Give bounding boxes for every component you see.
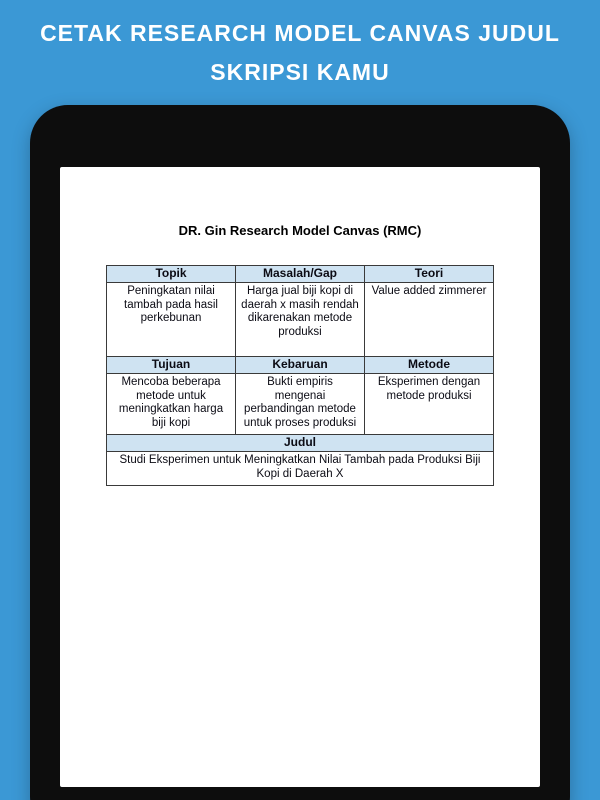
table-header-tujuan: Tujuan <box>107 357 236 374</box>
banner-title-line2: SKRIPSI KAMU <box>210 59 390 85</box>
table-header-row-judul <box>107 435 494 452</box>
table-header-masalah-gap: Masalah/Gap <box>236 266 365 283</box>
banner-title <box>0 0 600 92</box>
tablet-screen <box>60 167 540 787</box>
table-content-row-1 <box>107 283 494 357</box>
rmc-table <box>106 265 494 486</box>
cell-metode: Eksperimen dengan metode produksi <box>365 374 494 435</box>
cell-kebaruan: Bukti empiris mengenai perbandingan metode untuk proses produksi <box>236 374 365 435</box>
cell-teori: Value added zimmerer <box>365 283 494 357</box>
table-content-row-judul <box>107 452 494 486</box>
table-header-teori: Teori <box>365 266 494 283</box>
banner-title-line1: CETAK RESEARCH MODEL CANVAS JUDUL <box>40 20 560 46</box>
table-header-metode: Metode <box>365 357 494 374</box>
table-header-row-2 <box>107 357 494 374</box>
document-page <box>60 223 540 486</box>
cell-judul: Studi Eksperimen untuk Meningkatkan Nilai Tambah pada Produksi Biji Kopi di Daerah X <box>107 452 494 486</box>
table-header-kebaruan: Kebaruan <box>236 357 365 374</box>
table-content-row-2 <box>107 374 494 435</box>
table-header-judul: Judul <box>107 435 494 452</box>
table-header-topik: Topik <box>107 266 236 283</box>
tablet-mockup <box>30 105 570 800</box>
table-header-row-1 <box>107 266 494 283</box>
cell-tujuan: Mencoba beberapa metode untuk meningkatkan harga biji kopi <box>107 374 236 435</box>
cell-topik: Peningkatan nilai tambah pada hasil perkebunan <box>107 283 236 357</box>
document-title: DR. Gin Research Model Canvas (RMC) <box>178 223 422 238</box>
cell-masalah-gap: Harga jual biji kopi di daerah x masih rendah dikarenakan metode produksi <box>236 283 365 357</box>
